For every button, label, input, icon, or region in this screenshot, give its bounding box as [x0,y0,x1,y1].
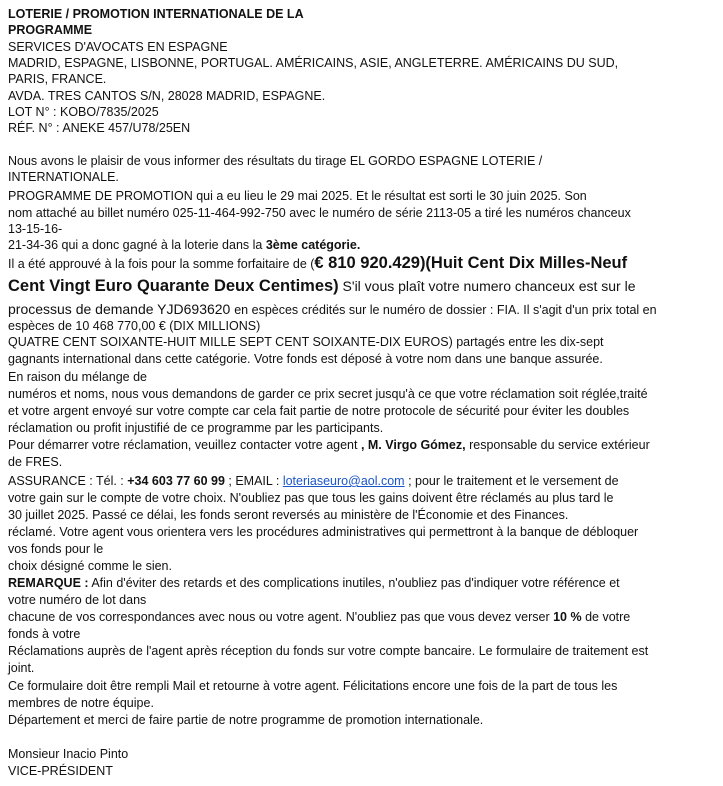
locations-line-cont: PARIS, FRANCE. [8,72,107,86]
fee-percent: 10 % [553,610,582,624]
body-line: Département et merci de faire partie de notre programme de promotion internationale. [8,713,484,727]
address-line: AVDA. TRES CANTOS S/N, 28028 MADRID, ESPAGNE. [8,89,326,103]
body-line: vos fonds pour le [8,542,104,556]
body-line: chacune de vos correspondances avec nous ou votre agent. N'oubliez pas que vous devez verser 10 % de votre [8,610,631,624]
body-line: ASSURANCE : Tél. : +34 603 77 60 99 ; EMAIL : loteriaseuro@aol.com ; pour le traitement et le versement de [8,474,619,488]
lot-number: LOT N° : KOBO/7835/2025 [8,105,159,119]
body-line: Nous avons le plaisir de vous informer des résultats du tirage EL GORDO ESPAGNE LOTERIE / [8,154,543,168]
prize-amount: € 810 920.429)(Huit Cent Dix Milles-Neuf [314,254,628,272]
org-name: SERVICES D'AVOCATS EN ESPAGNE [8,40,228,54]
category-text: 3ème catégorie. [265,238,361,252]
locations-line: MADRID, ESPAGNE, LISBONNE, PORTUGAL. AMÉRICAINS, ASIE, ANGLETERRE. AMÉRICAINS DU SUD, [8,56,619,70]
body-line: votre numéro de lot dans [8,593,147,607]
body-line: nom attaché au billet numéro 025-11-464-992-750 avec le numéro de série 2113-05 a tiré les numéros chanceux [8,206,631,220]
body-line: gagnants international dans cette catégorie. Votre fonds est déposé à votre nom dans une banque assurée. [8,352,603,366]
body-line: Pour démarrer votre réclamation, veuillez contacter votre agent , M. Virgo Gómez, responsable du service extérieur [8,438,650,452]
body-line: Il a été approuvé à la fois pour la somme forfaitaire de (€ 810 920.429)(Huit Cent Dix Milles-Neuf [8,254,628,272]
body-line: 13-15-16- [8,222,63,236]
reference-number: RÉF. N° : ANEKE 457/U78/25EN [8,121,191,135]
body-line: de FRES. [8,455,63,469]
body-line: QUATRE CENT SOIXANTE-HUIT MILLE SEPT CENT SOIXANTE-DIX EUROS) partagés entre les dix-sept [8,335,604,349]
body-line: votre gain sur le compte de votre choix. N'oubliez pas que tous les gains doivent être réclamés au plus tard le [8,491,614,505]
body-line: membres de notre équipe. [8,696,154,710]
letter-title-cont: PROGRAMME [8,23,93,37]
body-line: PROGRAMME DE PROMOTION qui a eu lieu le 29 mai 2025. Et le résultat est sorti le 30 juin 2025. Son [8,189,587,203]
email-link[interactable]: loteriaseuro@aol.com [282,474,405,488]
body-line: espèces de 10 468 770,00 € (DIX MILLIONS) [8,319,261,333]
body-line: INTERNATIONALE. [8,170,119,184]
body-line: réclamation ou profit injustifié de ce programme par les participants. [8,421,384,435]
body-line: Cent Vingt Euro Quarante Deux Centimes) S'il vous plaît votre numero chanceux est sur le [8,277,636,295]
signature-title: VICE-PRÉSIDENT [8,764,113,778]
signature-name: Monsieur Inacio Pinto [8,747,129,761]
body-line: processus de demande YJD693620 en espèces crédités sur le numéro de dossier : FIA. Il s'agit d'un prix total en [8,301,657,317]
body-line: réclamé. Votre agent vous orientera vers les procédures administratives qui permettront à la banque de débloquer [8,525,639,539]
phone-number: +34 603 77 60 99 [127,474,225,488]
body-line: 21-34-36 qui a donc gagné à la loterie dans la 3ème catégorie. [8,238,361,252]
body-line: En raison du mélange de [8,370,147,384]
body-line: REMARQUE : Afin d'éviter des retards et des complications inutiles, n'oubliez pas d'indiquer votre référence et [8,576,620,590]
prize-amount-words: Cent Vingt Euro Quarante Deux Centimes) [8,277,339,295]
body-line: 30 juillet 2025. Passé ce délai, les fonds seront reversés au ministère de l'Économie et des Finances. [8,508,569,522]
letter-title: LOTERIE / PROMOTION INTERNATIONALE DE LA [8,7,304,21]
body-line: et votre argent envoyé sur votre compte car cela fait partie de notre protocole de sécurité pour éviter les doubles [8,404,630,418]
body-line: Réclamations auprès de l'agent après réception du fonds sur votre compte bancaire. Le formulaire de traitement est [8,644,649,658]
body-line: choix désigné comme le sien. [8,559,172,573]
body-line: joint. [8,661,35,675]
remark-label: REMARQUE : [8,576,89,590]
body-line: Ce formulaire doit être rempli Mail et retourne à votre agent. Félicitations encore une fois de la part de tous les [8,679,618,693]
body-line: numéros et noms, nous vous demandons de garder ce prix secret jusqu'à ce que votre réclamation soit réglée,traité [8,387,648,401]
body-line: fonds à votre [8,627,81,641]
agent-name: , M. Virgo Gómez, [360,438,466,452]
